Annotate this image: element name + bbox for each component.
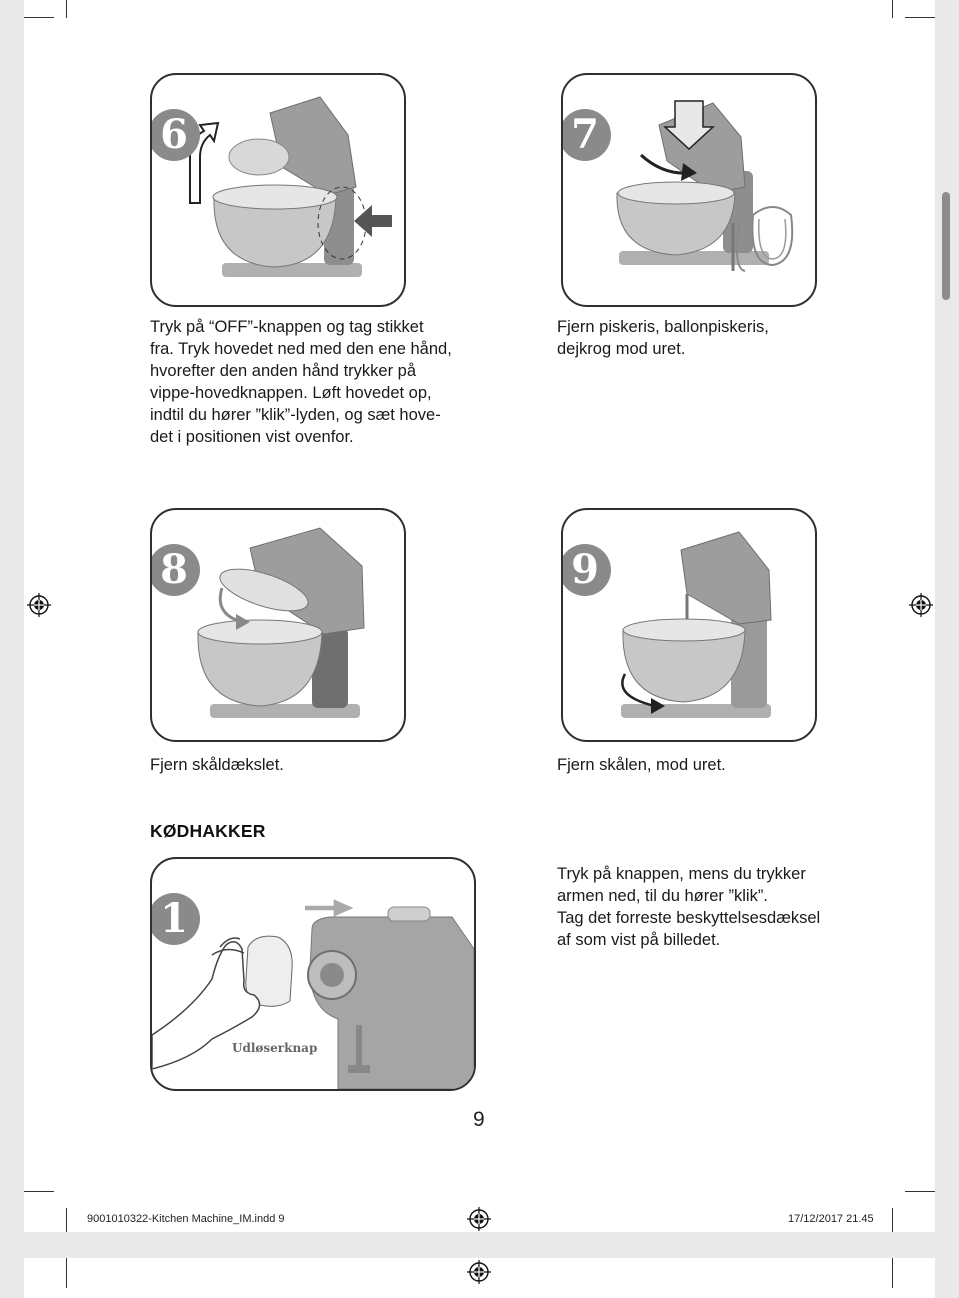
mixer-bowl-removal-icon	[563, 510, 815, 740]
step-number-badge: 7	[561, 109, 611, 161]
manual-page	[24, 0, 935, 1232]
step-7-illustration	[561, 73, 817, 307]
registration-mark-icon	[467, 1207, 491, 1231]
step-9-caption: Fjern skålen, mod uret.	[557, 756, 726, 774]
page-number: 9	[473, 1108, 485, 1131]
crop-mark	[892, 0, 893, 18]
crop-mark	[24, 17, 54, 18]
crop-mark	[905, 1191, 935, 1192]
crop-mark	[892, 1258, 893, 1288]
mixer-whisk-removal-icon	[563, 75, 815, 305]
step-7-caption: Fjern piskeris, ballonpiskeris, dejkrog mod uret.	[557, 318, 769, 358]
release-button-label: Udløserknap	[232, 1041, 318, 1055]
step-number-badge: 9	[561, 544, 611, 596]
step-number-badge: 1	[150, 893, 200, 945]
step-8-illustration	[150, 508, 406, 742]
meat-grinder-step-1-caption: Tryk på knappen, mens du trykker armen ned, til du hører ”klik”. Tag det forreste beskyttelsesdæksel af som vist på billedet.	[557, 865, 821, 949]
crop-mark	[892, 1208, 893, 1232]
step-number-badge: 6	[150, 109, 200, 161]
crop-mark	[66, 1258, 67, 1288]
scrollbar-thumb[interactable]	[942, 192, 950, 300]
step-6-caption: Tryk på “OFF”-knappen og tag stikket fra. Tryk hovedet ned med den ene hånd, hvorefter den anden hånd trykker på vippe-hovedknappen. Løft hovedet op, indtil du hører ”klik”-lyden, og sæt hove- det i positionen vist ovenfor.	[150, 318, 452, 446]
mixer-bowl-cover-icon	[152, 510, 404, 740]
crop-mark	[66, 0, 67, 18]
step-number-badge: 8	[150, 544, 200, 596]
step-9-illustration	[561, 508, 817, 742]
registration-mark-icon	[909, 593, 933, 617]
meat-grinder-step-1-illustration	[150, 857, 476, 1091]
step-6-illustration	[150, 73, 406, 307]
crop-mark	[905, 17, 935, 18]
step-8-caption: Fjern skåldækslet.	[150, 756, 284, 774]
section-heading: KØDHAKKER	[150, 821, 266, 841]
footer-file-name: 9001010322-Kitchen Machine_IM.indd 9	[87, 1213, 285, 1225]
footer-date: 17/12/2017 21.45	[788, 1213, 874, 1225]
mixer-tilt-head-icon	[152, 75, 404, 305]
crop-mark	[66, 1208, 67, 1232]
crop-mark	[24, 1191, 54, 1192]
registration-mark-icon	[467, 1260, 491, 1284]
next-page-preview	[24, 1258, 935, 1298]
registration-mark-icon	[27, 593, 51, 617]
